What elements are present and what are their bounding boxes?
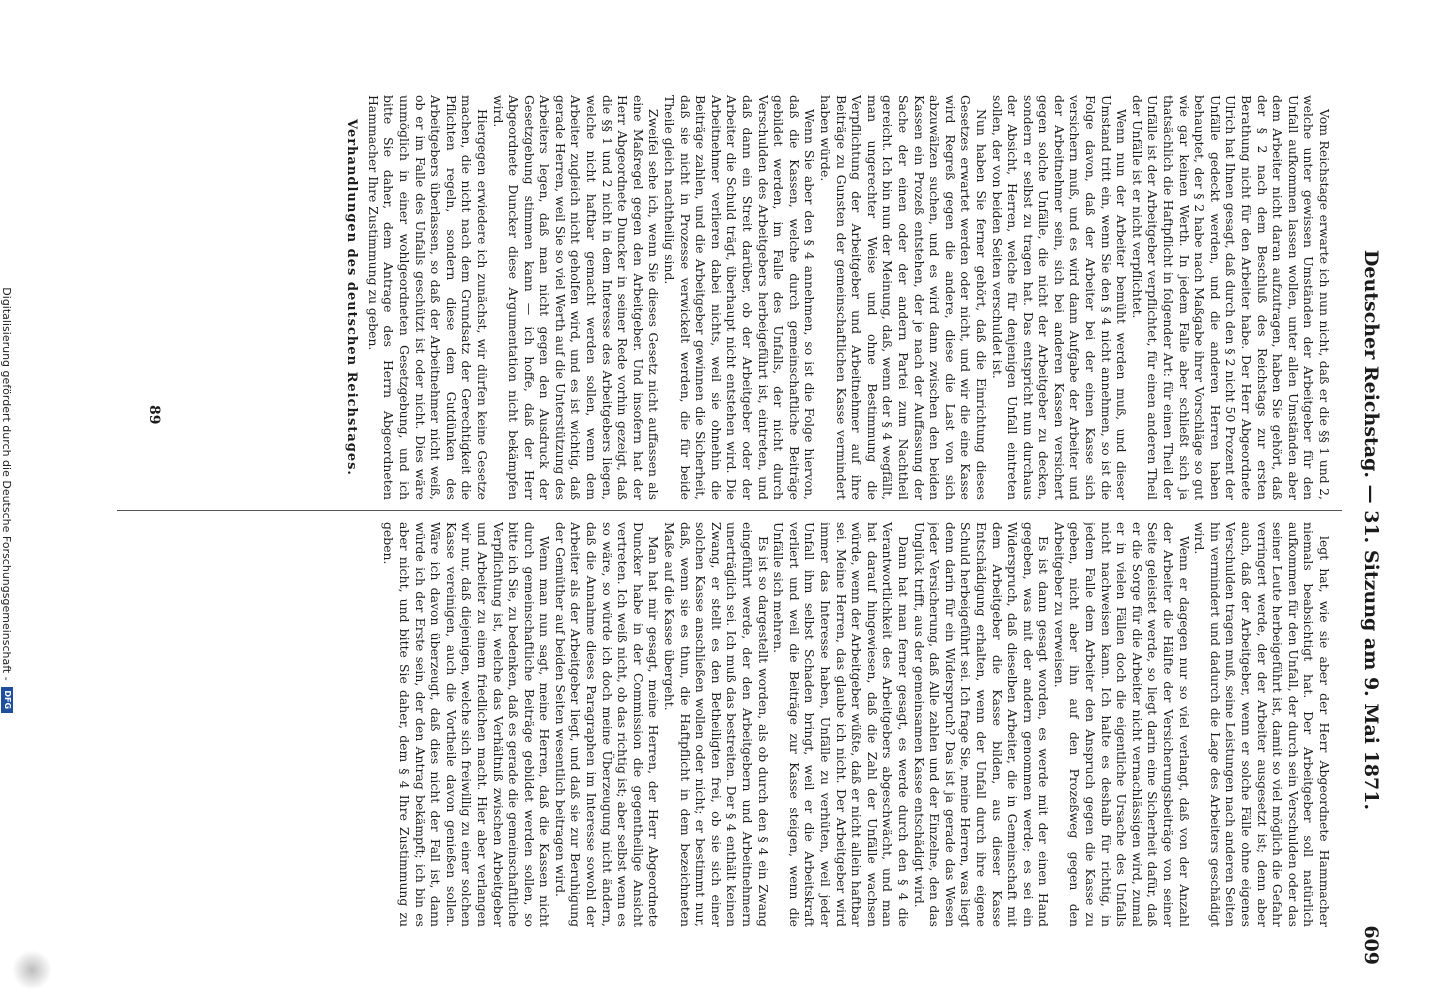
paragraph: Wenn nun der Arbeiter bemüht werden muß, und dieser Umstand tritt ein, wenn Sie den § 4 nicht annehmen, so ist die Folge davon, daß der Arbeiter bei der einen Kasse sich versichern muß, und es wird dann Aufgabe der Arbeiter und der Arbeitnehmer sein, sich bei anderen Kassen versichert gegen solche Unfälle, die nicht der Arbeitgeber zu decken, sondern er selbst zu tragen hat. Das entspricht nun durchaus der Absicht, Herren, welche für denjenigen Unfall eintreten sollen, der von beiden Seiten verschuldet ist. — [989, 95, 1130, 500]
page-number: 609 — [1360, 925, 1382, 965]
left-text-column — [172, 95, 1332, 500]
column-divider — [117, 510, 1342, 511]
funding-notice: Digitalisierung gefördert durch die Deutsche Forschungsgemeinschaft - — [0, 287, 14, 681]
paragraph: Wenn er dagegen nur so viel verlangt, daß von der Anzahl der Arbeiter die Hälfte der Versicherungsbeiträge von seiner Seite geleistet werde, so liegt darin eine Sicherheit dafür, daß er die Sorge für die Arbeiter nicht vernachlässigen wird, zumal er in vielen Fällen doch die eigentliche Ursache des Unfalls nicht nachweisen kann. Ich halte es deshalb für richtig, in jedem Falle dem Arbeiter den Anspruch gegen die Kasse zu geben, nicht aber ihn auf den Prozeßweg gegen den Arbeitgeber zu verweisen. — [1051, 522, 1192, 927]
right-text-column — [22, 522, 1332, 927]
paragraph: Man hat mir gesagt, meine Herren, der Herr Abgeordnete Duncker habe in der Commission die gegentheilige Ansicht vertreten. Ich weiß nicht, ob das richtig ist; aber selbst wenn es so wäre, so würde ich doch meine Überzeugung nicht ändern, daß die Annahme dieses Paragraphen im Interesse sowohl der Arbeiter als der Arbeitgeber liegt, und daß sie zur Beruhigung der Gemüther auf beiden Seiten wesentlich beitragen wird. — [552, 522, 662, 927]
paragraph: Vom Reichstage erwarte ich nun nicht, daß er die §§ 1 und 2, welche unter gewissen Umständen der Arbeitgeber für den Unfall aufkommen lassen wollen, unter allen Umständen aber dem Arbeiter nicht daran aufzutragen, haben Sie gehört, daß der § 2 nach dem Beschluß des Reichstags zur ersten Berathung nicht für den Arbeiter habe. Der Herr Abgeordnete Ulrich hat Ihnen gesagt, daß durch den § 2 nicht 50 Prozent der Unfälle gedeckt werden, und die anderen Herren haben behauptet, der § 2 habe nach Maßgabe ihrer Vorschläge so gut wie gar keinen Werth. In jedem Falle aber schließt sich ja thatsächlich die Haftpflicht in folgender Art: für einen Theil der Unfälle ist der Arbeitgeber verpflichtet, für einen anderen Theil der Unfälle ist er nicht verpflichtet. — [1129, 95, 1332, 500]
section-heading: Verhandlungen des deutschen Reichstages. — [344, 119, 360, 476]
running-title: Deutscher Reichstag. — 31. Sitzung am 9. Mai 1871. — [1360, 249, 1382, 811]
paragraph: Wenn man nun sagt, meine Herren, daß die Kassen nicht durch gemeinschaftliche Beiträge gebildet werden sollen, so bitte ich Sie, zu bedenken, daß es gerade die gemeinschaftliche Verpflichtung ist, welche das Verhältniß zwischen Arbeitgeber und Arbeiter zu einem friedlichen macht. Hier aber verlangen wir nur, daß diejenigen, welche sich freiwillig zu einer solchen Kasse vereinigen, auch die Vortheile davon genießen sollen. Wäre ich davon überzeugt, daß dies nicht der Fall ist, dann würde ich der Erste sein, der den Antrag bekämpft; ich bin es aber nicht, und bitte Sie daher, dem § 4 Ihre Zustimmung zu geben. — [381, 522, 553, 927]
digitization-footer — [0, 5, 14, 995]
paragraph: Es ist dann gesagt worden, es werde mit der einen Hand gegeben, was mit der andern genommen werde; es sei ein Widerspruch, daß dieselben Arbeiter, die in Gemeinschaft mit dem Arbeitgeber die Kasse bilden, aus dieser Kasse Entschädigung erhalten, wenn der Unfall durch ihre eigene Schuld herbeigeführt sei. Ich frage Sie, meine Herren, was liegt denn darin für ein Widerspruch? Das ist ja gerade das Wesen jeder Versicherung, daß Alle zahlen und der Einzelne, den das Unglück trifft, aus der gemeinsamen Kasse entschädigt wird. — [911, 522, 1052, 927]
scan-smudge — [12, 950, 52, 990]
paragraph: Wenn Sie aber den § 4 annehmen, so ist die Folge hiervon, daß die Kassen, welche durch gemeinschaftliche Beiträge gebildet werden, im Falle des Unfalls, der nicht durch Verschulden des Arbeitgebers herbeigeführt ist, eintreten, und daß dann ein Streit darüber, ob der Arbeitgeber oder der Arbeiter die Schuld trägt, überhaupt nicht entstehen wird. Die Arbeitnehmer verlieren dabei nichts, weil sie ohnehin die Beiträge zahlen, und die Arbeitgeber gewinnen die Sicherheit, daß sie nicht in Prozesse verwickelt werden, die für beide Theile gleich nachtheilig sind. — [662, 95, 818, 500]
paragraph: Zweifel sehe ich, wenn Sie dieses Gesetz nicht auffassen als eine Maßregel gegen den Arbeitgeber. Und insofern hat der Herr Abgeordnete Duncker in seiner Rede vorhin gezeigt, daß die §§ 1 und 2 nicht in dem Interesse des Arbeitgebers liegen, welche nicht haftbar gemacht werden sollen, wenn dem Arbeiter zugleich nicht geholfen wird, und es ist wichtig, daß gerade Herren, weil Sie so viel Werth auf die Unterstützung des Arbeiters legen, daß man nicht gegen den Ausdruck der Gesetzgebung stimmen kann — ich hoffe, daß der Herr Abgeordnete Duncker diese Argumentation nicht bekämpfen wird. — [490, 95, 662, 500]
paragraph: Es ist so dargestellt worden, als ob durch den § 4 ein Zwang eingeführt werde, der den Arbeitgebern und Arbeitnehmern unerträglich sei. Ich muß das bestreiten. Der § 4 enthält keinen Zwang, er stellt es den Betheiligten frei, ob sie sich einer solchen Kasse anschließen wollen oder nicht; er bestimmt nur, daß, wenn sie es thun, die Haftpflicht in dem bezeichneten Maße auf die Kasse übergeht. — [662, 522, 771, 927]
paragraph: legt hat, wie sie aber der Herr Abgeordnete Hammacher niemals beabsichtigt hat. Der Arbeitgeber soll natürlich aufkommen für den Unfall, der durch sein Verschulden oder das seiner Leute herbeigeführt ist, damit so viel möglich die Gefahr verringert werde, der der Arbeiter ausgesetzt ist; denn aber auch, daß der Arbeitgeber, wenn er solche Fälle ohne eigenes Verschulden tragen muß, seine Leistungen nach anderen Seiten hin vermindert und dadurch die Lage des Arbeiters geschädigt wird. — [1192, 522, 1332, 927]
page-header — [1354, 95, 1382, 965]
paragraph: Hiergegen erwiedere ich zunächst, wir dürfen keine Gesetze machen, die nicht nach dem Grundsatz der Gerechtigkeit die Pflichten regeln, sondern diese dem Gutdünken des Arbeitgebers überlassen, so daß der Arbeitnehmer nicht weiß, ob er im Falle des Unfalls geschützt ist oder nicht. Dies wäre unmöglich in einer wohlgeordneten Gesetzgebung, und ich bitte Sie daher, dem Antrage des Herrn Abgeordneten Hammacher Ihre Zustimmung zu geben. — [365, 95, 490, 500]
dfg-logo-icon: DFG — [1, 687, 13, 713]
paragraph: Nun haben Sie ferner gehört, daß die Einrichtung dieses Gesetzes erwartet werden oder nicht, und wir die eine Kasse wird Regreß gegen die andere, diese die Last von sich abzuwälzen suchen, und es wird dann zwischen den beiden Kassen ein Prozeß entstehen, der je nach der Auffassung der Sache der einen oder der andern Partei zum Nachtheil gereicht. Ich bin nun der Meinung, daß, wenn der § 4 wegfällt, man ungerechter Weise und ohne Bestimmung die Verpflichtung der Arbeitgeber und Arbeitnehmer auf ihre Beiträge zu Gunsten der gemeinschaftlichen Kasse vermindert haben würde. — [818, 95, 989, 500]
signature-folio: 89 — [146, 405, 162, 425]
paragraph: Dann hat man ferner gesagt, es werde durch den § 4 die Verantwortlichkeit des Arbeitgebers abgeschwächt, und man hat darauf hingewiesen, daß die Zahl der Unfälle wachsen würde, wenn der Arbeitgeber wüßte, daß er nicht allein haftbar sei. Meine Herren, das glaube ich nicht. Der Arbeitgeber wird immer das Interesse haben, Unfälle zu verhüten, weil jeder Unfall ihm selbst Schaden bringt, weil er die Arbeitskraft verliert und weil die Beiträge zur Kasse steigen, wenn die Unfälle sich mehren. — [771, 522, 911, 927]
